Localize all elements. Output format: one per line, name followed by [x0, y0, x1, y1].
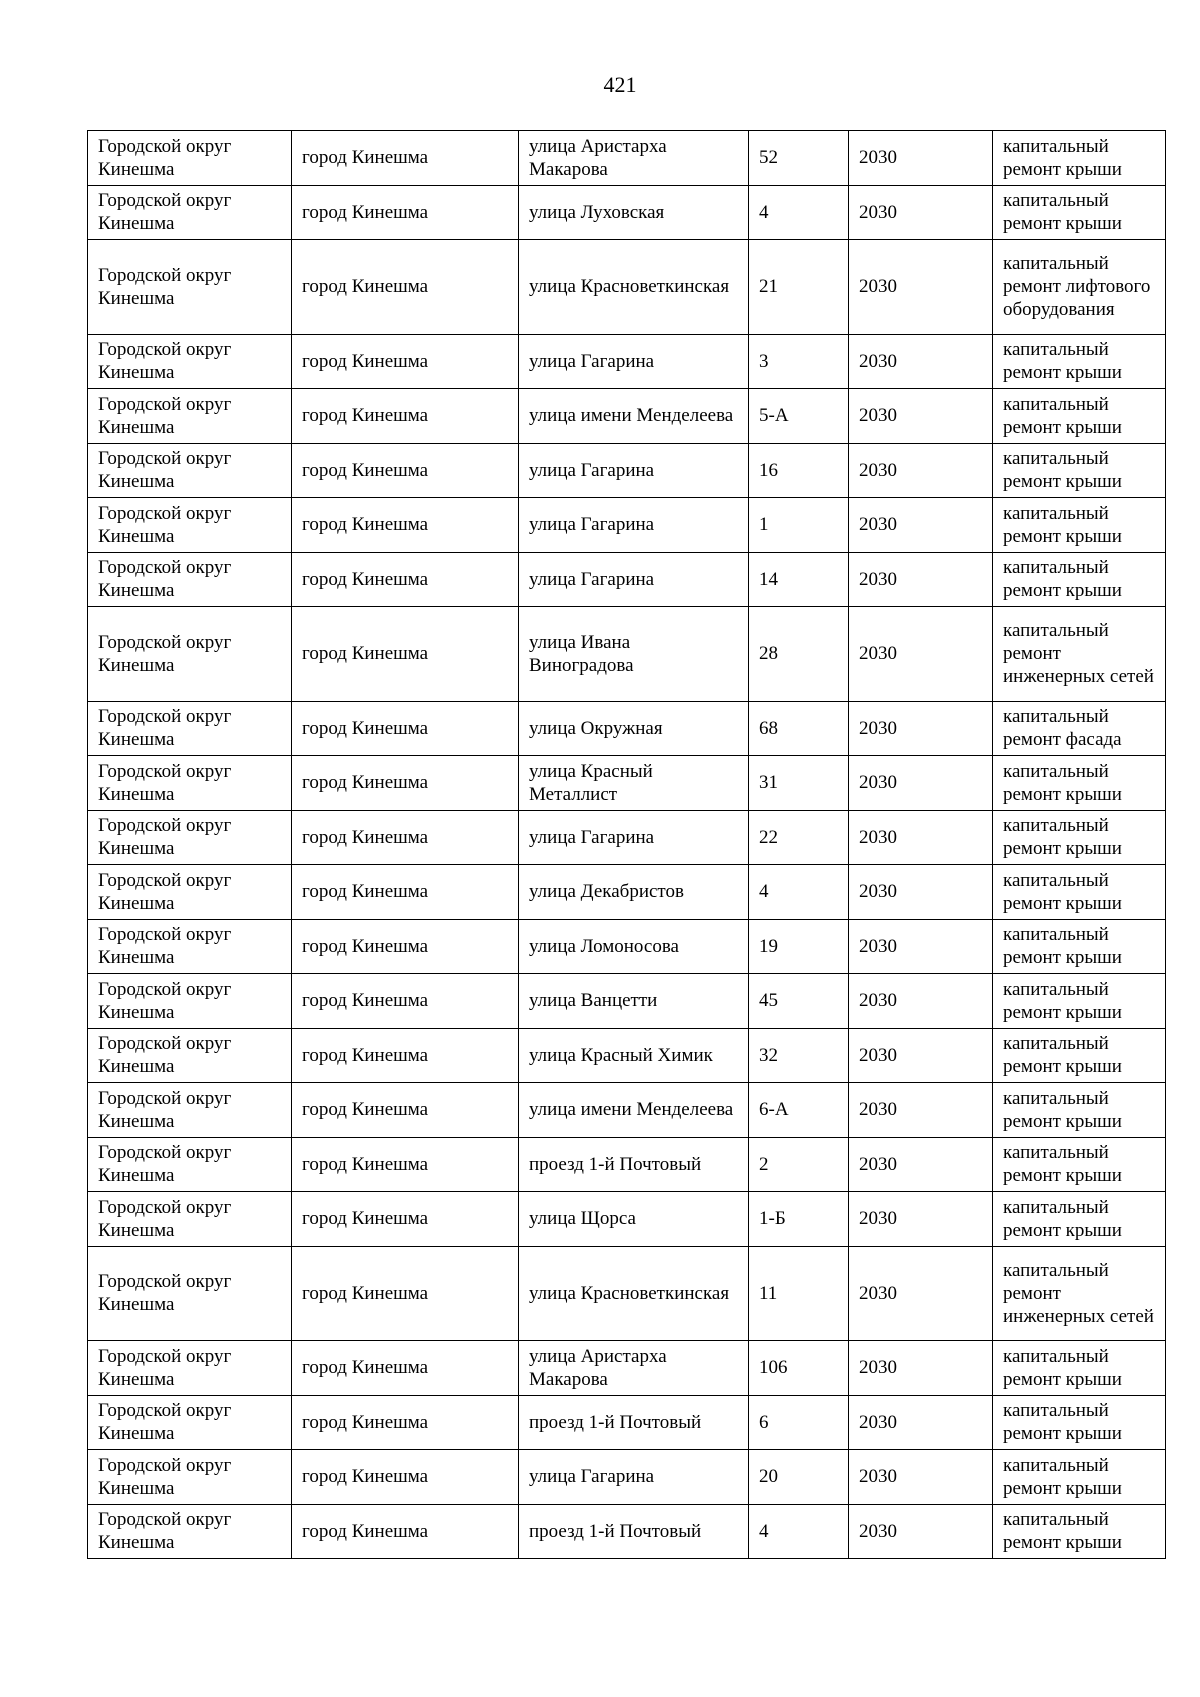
house-number-cell: 14: [749, 552, 849, 607]
work-type-cell: капитальный ремонт крыши: [993, 865, 1166, 920]
table-row: [88, 919, 1166, 974]
street-cell: улица Аристарха Макарова: [519, 1341, 749, 1396]
street-cell: улица Луховская: [519, 185, 749, 240]
street-cell: улица Ломоносова: [519, 919, 749, 974]
year-cell: 2030: [849, 756, 993, 811]
table-row: [88, 1450, 1166, 1505]
city-cell: город Кинешма: [292, 498, 519, 553]
house-number-cell: 22: [749, 810, 849, 865]
city-cell: город Кинешма: [292, 1246, 519, 1341]
repair-schedule-table: [87, 130, 1166, 1559]
work-type-cell: капитальный ремонт крыши: [993, 1450, 1166, 1505]
street-cell: улица Аристарха Макарова: [519, 131, 749, 186]
work-type-cell: капитальный ремонт крыши: [993, 552, 1166, 607]
year-cell: 2030: [849, 1504, 993, 1559]
street-cell: улица имени Менделеева: [519, 389, 749, 444]
year-cell: 2030: [849, 443, 993, 498]
year-cell: 2030: [849, 240, 993, 335]
year-cell: 2030: [849, 701, 993, 756]
table-row: [88, 1083, 1166, 1138]
street-cell: улица Гагарина: [519, 552, 749, 607]
table-row: [88, 1395, 1166, 1450]
city-cell: город Кинешма: [292, 552, 519, 607]
city-cell: город Кинешма: [292, 389, 519, 444]
house-number-cell: 28: [749, 607, 849, 702]
street-cell: улица Красный Металлист: [519, 756, 749, 811]
work-type-cell: капитальный ремонт крыши: [993, 1028, 1166, 1083]
table-row: [88, 334, 1166, 389]
city-cell: город Кинешма: [292, 1395, 519, 1450]
city-cell: город Кинешма: [292, 1137, 519, 1192]
street-cell: улица Гагарина: [519, 443, 749, 498]
city-cell: город Кинешма: [292, 1028, 519, 1083]
district-cell: Городской округ Кинешма: [88, 1192, 292, 1247]
house-number-cell: 1-Б: [749, 1192, 849, 1247]
street-cell: улица Окружная: [519, 701, 749, 756]
table-row: [88, 552, 1166, 607]
work-type-cell: капитальный ремонт крыши: [993, 1504, 1166, 1559]
city-cell: город Кинешма: [292, 865, 519, 920]
table-row: [88, 974, 1166, 1029]
year-cell: 2030: [849, 389, 993, 444]
year-cell: 2030: [849, 1137, 993, 1192]
house-number-cell: 4: [749, 1504, 849, 1559]
district-cell: Городской округ Кинешма: [88, 1450, 292, 1505]
street-cell: улица Красный Химик: [519, 1028, 749, 1083]
street-cell: улица Ивана Виноградова: [519, 607, 749, 702]
year-cell: 2030: [849, 810, 993, 865]
street-cell: улица Гагарина: [519, 1450, 749, 1505]
city-cell: город Кинешма: [292, 240, 519, 335]
year-cell: 2030: [849, 131, 993, 186]
district-cell: Городской округ Кинешма: [88, 185, 292, 240]
house-number-cell: 4: [749, 185, 849, 240]
table-row: [88, 607, 1166, 702]
city-cell: город Кинешма: [292, 131, 519, 186]
work-type-cell: капитальный ремонт крыши: [993, 1083, 1166, 1138]
city-cell: город Кинешма: [292, 1192, 519, 1247]
year-cell: 2030: [849, 185, 993, 240]
work-type-cell: капитальный ремонт крыши: [993, 1341, 1166, 1396]
table-row: [88, 1341, 1166, 1396]
work-type-cell: капитальный ремонт крыши: [993, 756, 1166, 811]
street-cell: проезд 1-й Почтовый: [519, 1504, 749, 1559]
street-cell: улица Гагарина: [519, 334, 749, 389]
work-type-cell: капитальный ремонт лифтового оборудования: [993, 240, 1166, 335]
year-cell: 2030: [849, 1192, 993, 1247]
district-cell: Городской округ Кинешма: [88, 498, 292, 553]
table-row: [88, 131, 1166, 186]
house-number-cell: 2: [749, 1137, 849, 1192]
house-number-cell: 1: [749, 498, 849, 553]
page-number: 421: [603, 72, 637, 97]
table-row: [88, 1137, 1166, 1192]
street-cell: проезд 1-й Почтовый: [519, 1137, 749, 1192]
city-cell: город Кинешма: [292, 1341, 519, 1396]
house-number-cell: 68: [749, 701, 849, 756]
year-cell: 2030: [849, 974, 993, 1029]
street-cell: улица Ванцетти: [519, 974, 749, 1029]
table-row: [88, 498, 1166, 553]
work-type-cell: капитальный ремонт крыши: [993, 498, 1166, 553]
table-row: [88, 865, 1166, 920]
house-number-cell: 31: [749, 756, 849, 811]
year-cell: 2030: [849, 607, 993, 702]
district-cell: Городской округ Кинешма: [88, 1028, 292, 1083]
house-number-cell: 6: [749, 1395, 849, 1450]
house-number-cell: 3: [749, 334, 849, 389]
city-cell: город Кинешма: [292, 810, 519, 865]
work-type-cell: капитальный ремонт крыши: [993, 1137, 1166, 1192]
city-cell: город Кинешма: [292, 756, 519, 811]
work-type-cell: капитальный ремонт крыши: [993, 1192, 1166, 1247]
year-cell: 2030: [849, 552, 993, 607]
city-cell: город Кинешма: [292, 919, 519, 974]
work-type-cell: капитальный ремонт крыши: [993, 389, 1166, 444]
district-cell: Городской округ Кинешма: [88, 1137, 292, 1192]
work-type-cell: капитальный ремонт крыши: [993, 334, 1166, 389]
district-cell: Городской округ Кинешма: [88, 1395, 292, 1450]
work-type-cell: капитальный ремонт крыши: [993, 810, 1166, 865]
year-cell: 2030: [849, 919, 993, 974]
year-cell: 2030: [849, 1341, 993, 1396]
year-cell: 2030: [849, 865, 993, 920]
district-cell: Городской округ Кинешма: [88, 810, 292, 865]
house-number-cell: 19: [749, 919, 849, 974]
district-cell: Городской округ Кинешма: [88, 334, 292, 389]
street-cell: улица Гагарина: [519, 498, 749, 553]
street-cell: улица Декабристов: [519, 865, 749, 920]
work-type-cell: капитальный ремонт инженерных сетей: [993, 607, 1166, 702]
work-type-cell: капитальный ремонт крыши: [993, 974, 1166, 1029]
table-row: [88, 756, 1166, 811]
city-cell: город Кинешма: [292, 1083, 519, 1138]
house-number-cell: 4: [749, 865, 849, 920]
year-cell: 2030: [849, 1028, 993, 1083]
city-cell: город Кинешма: [292, 1504, 519, 1559]
district-cell: Городской округ Кинешма: [88, 1504, 292, 1559]
district-cell: Городской округ Кинешма: [88, 701, 292, 756]
house-number-cell: 52: [749, 131, 849, 186]
table-row: [88, 443, 1166, 498]
table-row: [88, 1028, 1166, 1083]
city-cell: город Кинешма: [292, 607, 519, 702]
city-cell: город Кинешма: [292, 334, 519, 389]
work-type-cell: капитальный ремонт инженерных сетей: [993, 1246, 1166, 1341]
district-cell: Городской округ Кинешма: [88, 756, 292, 811]
table-row: [88, 1192, 1166, 1247]
house-number-cell: 32: [749, 1028, 849, 1083]
district-cell: Городской округ Кинешма: [88, 1341, 292, 1396]
work-type-cell: капитальный ремонт фасада: [993, 701, 1166, 756]
year-cell: 2030: [849, 1450, 993, 1505]
house-number-cell: 11: [749, 1246, 849, 1341]
city-cell: город Кинешма: [292, 974, 519, 1029]
work-type-cell: капитальный ремонт крыши: [993, 185, 1166, 240]
house-number-cell: 20: [749, 1450, 849, 1505]
district-cell: Городской округ Кинешма: [88, 389, 292, 444]
district-cell: Городской округ Кинешма: [88, 974, 292, 1029]
street-cell: проезд 1-й Почтовый: [519, 1395, 749, 1450]
table-row: [88, 185, 1166, 240]
district-cell: Городской округ Кинешма: [88, 443, 292, 498]
house-number-cell: 45: [749, 974, 849, 1029]
city-cell: город Кинешма: [292, 443, 519, 498]
street-cell: улица Щорса: [519, 1192, 749, 1247]
street-cell: улица Гагарина: [519, 810, 749, 865]
district-cell: Городской округ Кинешма: [88, 919, 292, 974]
work-type-cell: капитальный ремонт крыши: [993, 1395, 1166, 1450]
year-cell: 2030: [849, 1083, 993, 1138]
house-number-cell: 5-А: [749, 389, 849, 444]
city-cell: город Кинешма: [292, 701, 519, 756]
year-cell: 2030: [849, 1395, 993, 1450]
table-row: [88, 810, 1166, 865]
work-type-cell: капитальный ремонт крыши: [993, 919, 1166, 974]
table-row: [88, 240, 1166, 335]
city-cell: город Кинешма: [292, 1450, 519, 1505]
district-cell: Городской округ Кинешма: [88, 131, 292, 186]
district-cell: Городской округ Кинешма: [88, 240, 292, 335]
house-number-cell: 6-А: [749, 1083, 849, 1138]
year-cell: 2030: [849, 1246, 993, 1341]
work-type-cell: капитальный ремонт крыши: [993, 443, 1166, 498]
street-cell: улица имени Менделеева: [519, 1083, 749, 1138]
table-body: [88, 131, 1166, 1559]
table-row: [88, 1246, 1166, 1341]
house-number-cell: 106: [749, 1341, 849, 1396]
table-row: [88, 1504, 1166, 1559]
house-number-cell: 21: [749, 240, 849, 335]
district-cell: Городской округ Кинешма: [88, 1083, 292, 1138]
year-cell: 2030: [849, 498, 993, 553]
city-cell: город Кинешма: [292, 185, 519, 240]
district-cell: Городской округ Кинешма: [88, 552, 292, 607]
table-row: [88, 701, 1166, 756]
street-cell: улица Красноветкинская: [519, 1246, 749, 1341]
district-cell: Городской округ Кинешма: [88, 865, 292, 920]
street-cell: улица Красноветкинская: [519, 240, 749, 335]
year-cell: 2030: [849, 334, 993, 389]
house-number-cell: 16: [749, 443, 849, 498]
district-cell: Городской округ Кинешма: [88, 607, 292, 702]
district-cell: Городской округ Кинешма: [88, 1246, 292, 1341]
work-type-cell: капитальный ремонт крыши: [993, 131, 1166, 186]
table-row: [88, 389, 1166, 444]
